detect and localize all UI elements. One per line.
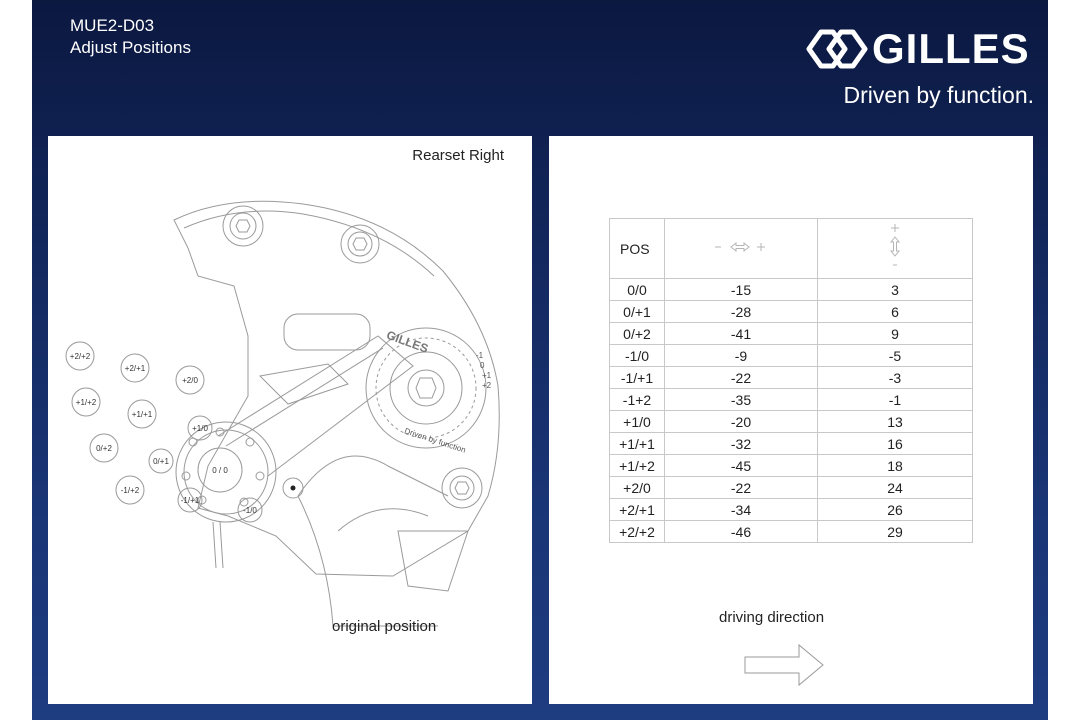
hub-position-label: +1/0: [192, 424, 208, 433]
cell-vertical-offset: -5: [818, 345, 973, 367]
position-table-panel: [549, 136, 1033, 704]
cell-vertical-offset: -1: [818, 389, 973, 411]
scale-mark-4: +2: [482, 381, 492, 390]
lower-bolt: [442, 468, 482, 508]
column-header-vertical: [818, 219, 973, 279]
outer-position-label: -1/+2: [120, 486, 140, 495]
scale-mark-3: +1: [482, 371, 492, 380]
table-row: [610, 499, 973, 521]
pivot-gear-inner: [390, 352, 462, 424]
knurl-text: GILLES: [384, 327, 431, 356]
plate-cutout: [260, 364, 348, 404]
cell-vertical-offset: -3: [818, 367, 973, 389]
hub-position-label: 0/+1: [153, 457, 169, 466]
original-position-label: original position: [332, 618, 437, 635]
panel-title: Rearset Right: [412, 147, 504, 164]
scale-mark-2: 0: [480, 361, 485, 370]
cell-horizontal-offset: -9: [665, 345, 818, 367]
cell-position: 0/+1: [610, 301, 665, 323]
right-arrow-icon: [743, 641, 825, 689]
outer-position-label: +1/+1: [131, 410, 153, 419]
rearset-drawing-panel: [48, 136, 532, 704]
cell-vertical-offset: 18: [818, 455, 973, 477]
ring-text: Driven by function: [403, 426, 467, 455]
lever-arm: [218, 336, 413, 476]
cell-vertical-offset: 29: [818, 521, 973, 543]
cell-horizontal-offset: -46: [665, 521, 818, 543]
table-row: [610, 411, 973, 433]
outer-position-label: +2/+1: [124, 364, 146, 373]
plate-lower-section: [398, 531, 468, 591]
cell-position: +1/+1: [610, 433, 665, 455]
gilles-logo: [806, 24, 1034, 114]
cell-horizontal-offset: -28: [665, 301, 818, 323]
table-header-row: [610, 219, 973, 279]
cell-vertical-offset: 3: [818, 279, 973, 301]
cell-position: 0/0: [610, 279, 665, 301]
cell-vertical-offset: 9: [818, 323, 973, 345]
hub-position-label: -1/+1: [180, 496, 200, 505]
cell-horizontal-offset: -32: [665, 433, 818, 455]
table-row: [610, 389, 973, 411]
document-header: [70, 15, 191, 59]
scale-mark-1: -1: [476, 351, 484, 360]
cell-horizontal-offset: -22: [665, 477, 818, 499]
cell-horizontal-offset: -41: [665, 323, 818, 345]
table-row: [610, 433, 973, 455]
cell-position: -1/0: [610, 345, 665, 367]
table-row: [610, 323, 973, 345]
horizontal-adjust-icon: [711, 240, 771, 254]
plate-edge-line: [184, 211, 434, 276]
table-row: [610, 279, 973, 301]
cell-horizontal-offset: -35: [665, 389, 818, 411]
cell-vertical-offset: 6: [818, 301, 973, 323]
cell-horizontal-offset: -15: [665, 279, 818, 301]
table-row: [610, 455, 973, 477]
document-page: [32, 0, 1048, 720]
plate-slot: [284, 314, 370, 350]
outer-position-label: 0/+2: [96, 444, 112, 453]
brand-tagline: Driven by function.: [843, 82, 1034, 108]
hub-position-label: -1/0: [243, 506, 257, 515]
table-row: [610, 477, 973, 499]
cell-horizontal-offset: -20: [665, 411, 818, 433]
rearset-drawing: [48, 136, 532, 704]
outer-position-label: +2/+2: [69, 352, 91, 361]
table-row: [610, 301, 973, 323]
driving-direction-label: driving direction: [719, 609, 825, 626]
cell-vertical-offset: 16: [818, 433, 973, 455]
cell-position: +1/+2: [610, 455, 665, 477]
peg-shaft: [213, 522, 216, 568]
outer-position-label: +1/+2: [75, 398, 97, 407]
column-header-pos: POS: [610, 219, 665, 279]
cell-position: +2/0: [610, 477, 665, 499]
cell-vertical-offset: 24: [818, 477, 973, 499]
document-code: MUE2-D03: [70, 16, 155, 35]
plate-outline: [174, 201, 499, 576]
brand-name: GILLES: [872, 25, 1030, 72]
table-row: [610, 521, 973, 543]
cell-position: +1/0: [610, 411, 665, 433]
cell-vertical-offset: 26: [818, 499, 973, 521]
linkage: [298, 456, 448, 496]
document-title: Adjust Positions: [70, 38, 191, 57]
gilles-logo-icon: [806, 24, 868, 74]
cell-horizontal-offset: -45: [665, 455, 818, 477]
column-header-horizontal: [665, 219, 818, 279]
pivot-bolt: [408, 370, 444, 406]
cell-position: -1/+1: [610, 367, 665, 389]
cell-position: -1+2: [610, 389, 665, 411]
cell-position: +2/+2: [610, 521, 665, 543]
table-row: [610, 367, 973, 389]
vertical-adjust-icon: [888, 222, 902, 272]
outer-position-label: +2/0: [182, 376, 198, 385]
position-table: [609, 218, 973, 543]
cell-position: +2/+1: [610, 499, 665, 521]
cell-position: 0/+2: [610, 323, 665, 345]
original-position-leader: [298, 496, 438, 626]
cell-vertical-offset: 13: [818, 411, 973, 433]
cell-horizontal-offset: -34: [665, 499, 818, 521]
hub-position-label: 0 / 0: [212, 466, 228, 475]
upper-bolt-2: [341, 225, 379, 263]
table-row: [610, 345, 973, 367]
cell-horizontal-offset: -22: [665, 367, 818, 389]
